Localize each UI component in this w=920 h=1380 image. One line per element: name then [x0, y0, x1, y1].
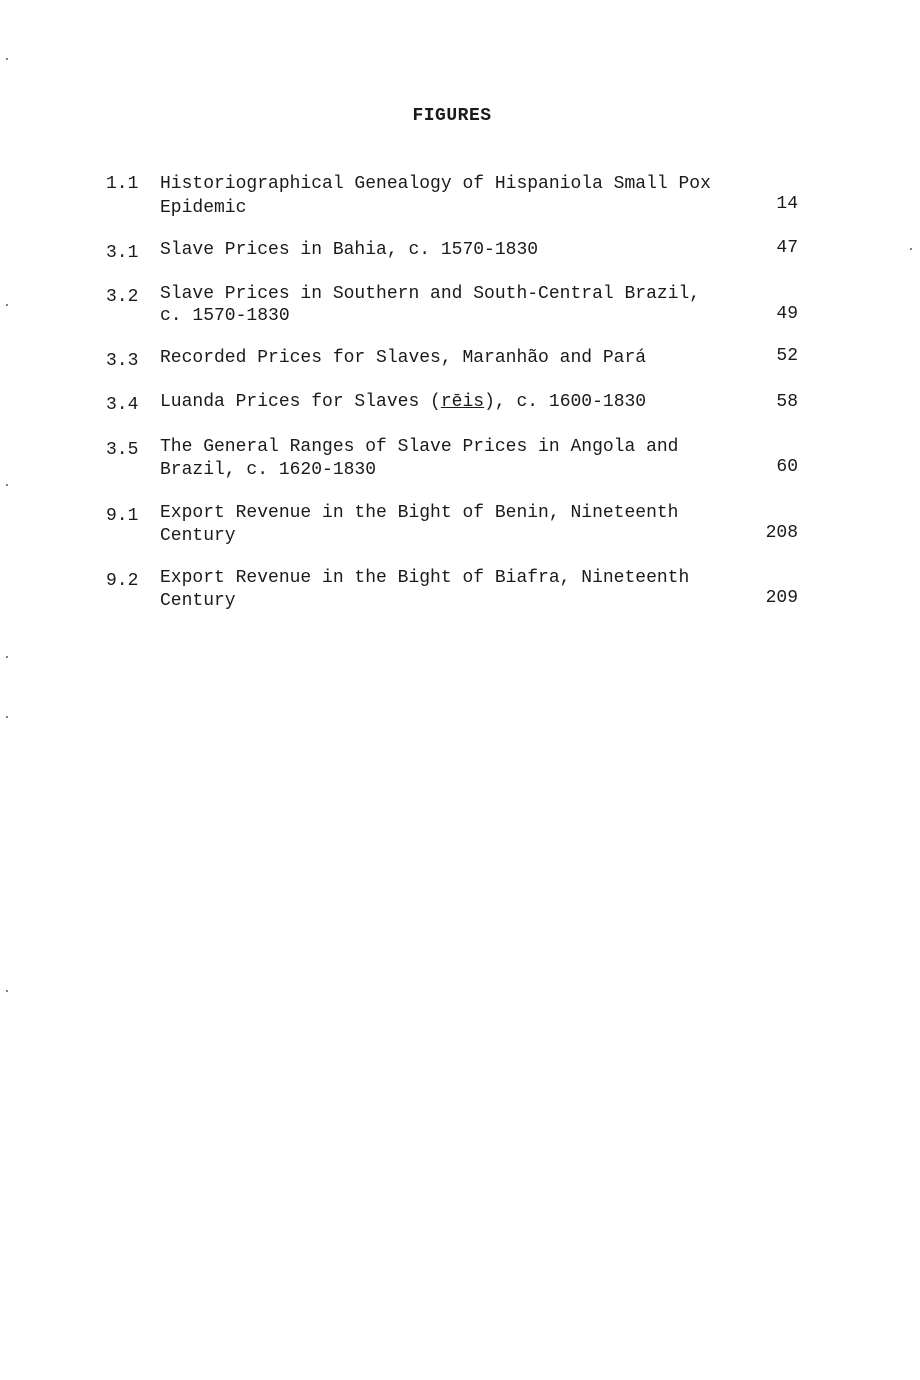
figure-number: 1.1: [106, 174, 139, 194]
figure-title-line: Epidemic: [160, 198, 247, 218]
scan-speck: [6, 716, 8, 718]
figure-page-number: 60: [776, 457, 798, 477]
scan-speck: [6, 304, 8, 306]
figure-title-line: Export Revenue in the Bight of Biafra, Nineteenth: [160, 568, 690, 588]
figure-page-number: 209: [765, 588, 798, 608]
figure-title-line: Recorded Prices for Slaves, Maranhão and Pará: [160, 348, 647, 368]
figure-number: 3.3: [106, 351, 139, 371]
figure-page-number: 47: [776, 238, 798, 258]
figure-title-line: c. 1570-1830: [160, 306, 290, 326]
figure-title-line: Slave Prices in Bahia, c. 1570-1830: [160, 240, 539, 260]
figure-title-line: Export Revenue in the Bight of Benin, Nineteenth: [160, 503, 679, 523]
figure-number: 3.5: [106, 440, 139, 460]
figure-page-number: 49: [776, 304, 798, 324]
figure-title-line: Historiographical Genealogy of Hispaniola Small Pox: [160, 174, 711, 194]
figure-page-number: 208: [765, 523, 798, 543]
figure-title-line: Slave Prices in Southern and South-Central Brazil,: [160, 284, 701, 304]
figure-page-number: 58: [776, 392, 798, 412]
figure-number: 3.1: [106, 243, 139, 263]
figure-number: 3.2: [106, 287, 139, 307]
figure-title-line: Century: [160, 591, 236, 611]
page-title: FIGURES: [412, 106, 492, 126]
scan-speck: [910, 248, 912, 250]
figure-number: 9.1: [106, 506, 139, 526]
figure-title-line: The General Ranges of Slave Prices in Angola and: [160, 437, 679, 457]
scan-speck: [6, 484, 8, 486]
reis-term: rēis: [440, 392, 485, 412]
figure-title-line: [160, 392, 646, 412]
figure-number: 3.4: [106, 395, 139, 415]
figure-title-line: Century: [160, 526, 236, 546]
figure-number: 9.2: [106, 571, 139, 591]
title-part: Luanda Prices for Slaves (: [160, 392, 441, 412]
scan-speck: [6, 656, 8, 658]
scan-speck: [6, 990, 8, 992]
figure-page-number: 52: [776, 346, 798, 366]
title-part: ), c. 1600-1830: [484, 392, 647, 412]
scan-speck: [6, 58, 8, 60]
figure-page-number: 14: [776, 194, 798, 214]
figure-title-line: Brazil, c. 1620-1830: [160, 460, 377, 480]
